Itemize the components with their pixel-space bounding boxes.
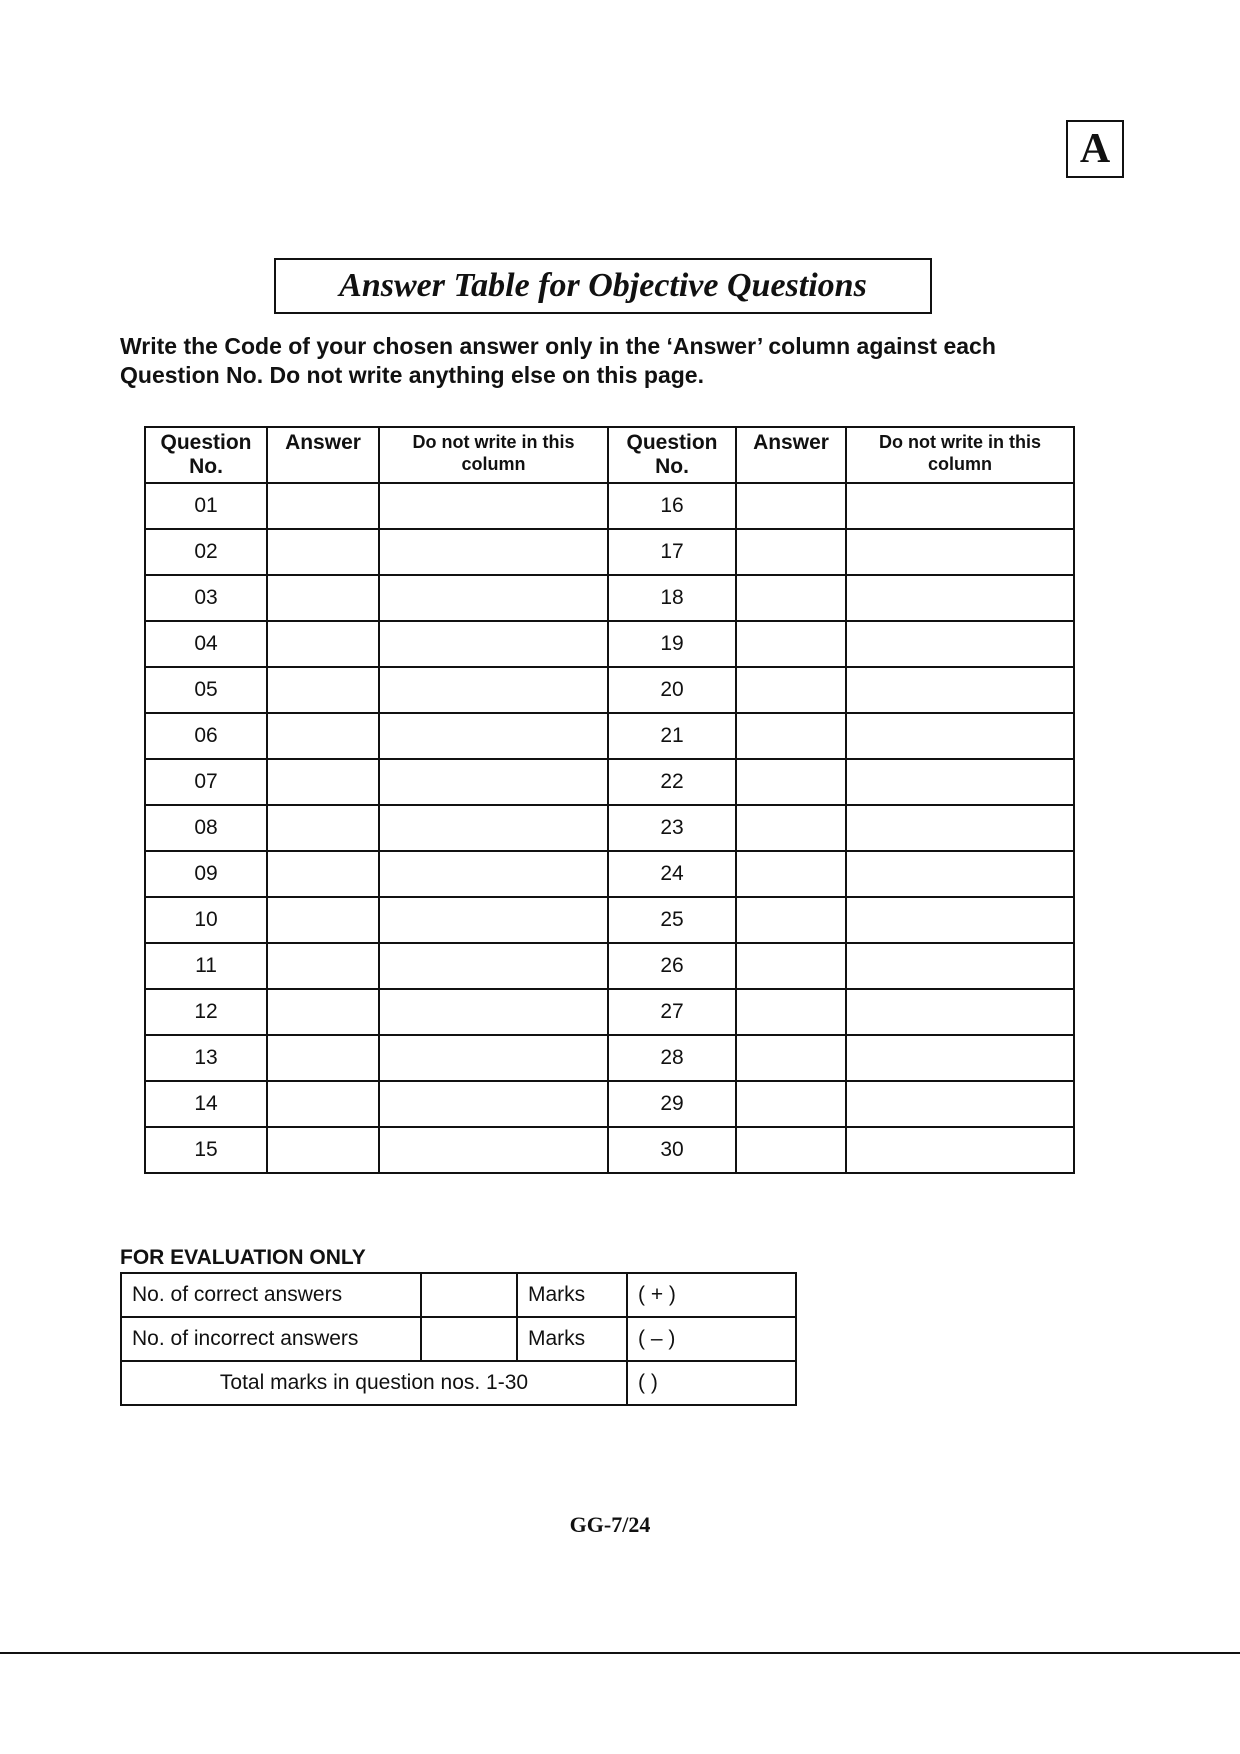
do-not-write-cell bbox=[846, 897, 1074, 943]
do-not-write-cell bbox=[379, 943, 608, 989]
do-not-write-cell bbox=[846, 529, 1074, 575]
marks-label: Marks bbox=[517, 1273, 627, 1317]
answer-cell[interactable] bbox=[736, 989, 846, 1035]
do-not-write-cell bbox=[379, 759, 608, 805]
question-number-cell: 18 bbox=[608, 575, 736, 621]
table-row bbox=[145, 713, 1074, 759]
question-number-cell: 09 bbox=[145, 851, 267, 897]
answer-table bbox=[144, 426, 1075, 1174]
question-number-cell: 03 bbox=[145, 575, 267, 621]
question-number-cell: 22 bbox=[608, 759, 736, 805]
answer-cell[interactable] bbox=[736, 667, 846, 713]
table-row bbox=[145, 1127, 1074, 1173]
instruction-text: Write the Code of your chosen answer only in the ‘Answer’ column against each Question No. Do not write anything else on this page. bbox=[120, 333, 996, 388]
table-row bbox=[145, 759, 1074, 805]
do-not-write-cell bbox=[379, 713, 608, 759]
answer-cell[interactable] bbox=[267, 851, 379, 897]
answer-cell[interactable] bbox=[267, 1081, 379, 1127]
table-row bbox=[145, 897, 1074, 943]
answer-cell[interactable] bbox=[736, 805, 846, 851]
answer-cell[interactable] bbox=[736, 1081, 846, 1127]
minus-marks-box[interactable]: ( – ) bbox=[627, 1317, 796, 1361]
question-number-cell: 16 bbox=[608, 483, 736, 529]
answer-cell[interactable] bbox=[267, 759, 379, 805]
do-not-write-cell bbox=[379, 897, 608, 943]
do-not-write-cell bbox=[846, 1127, 1074, 1173]
answer-cell[interactable] bbox=[736, 575, 846, 621]
bottom-rule-divider bbox=[0, 1652, 1240, 1654]
do-not-write-cell bbox=[846, 759, 1074, 805]
question-number-cell: 11 bbox=[145, 943, 267, 989]
table-row bbox=[145, 621, 1074, 667]
header-do-not-write: Do not write in this column bbox=[379, 427, 608, 483]
do-not-write-cell bbox=[379, 1035, 608, 1081]
do-not-write-cell bbox=[846, 575, 1074, 621]
answer-cell[interactable] bbox=[267, 989, 379, 1035]
question-number-cell: 12 bbox=[145, 989, 267, 1035]
answer-cell[interactable] bbox=[267, 713, 379, 759]
question-number-cell: 27 bbox=[608, 989, 736, 1035]
question-number-cell: 28 bbox=[608, 1035, 736, 1081]
table-row bbox=[145, 943, 1074, 989]
answer-cell[interactable] bbox=[267, 667, 379, 713]
evaluation-heading: FOR EVALUATION ONLY bbox=[120, 1246, 366, 1269]
do-not-write-cell bbox=[379, 621, 608, 667]
table-row bbox=[145, 667, 1074, 713]
table-row bbox=[145, 1081, 1074, 1127]
do-not-write-cell bbox=[846, 713, 1074, 759]
answer-cell[interactable] bbox=[736, 621, 846, 667]
do-not-write-cell bbox=[846, 667, 1074, 713]
answer-cell[interactable] bbox=[736, 943, 846, 989]
answer-cell[interactable] bbox=[267, 483, 379, 529]
do-not-write-cell bbox=[379, 529, 608, 575]
question-number-cell: 13 bbox=[145, 1035, 267, 1081]
answer-cell[interactable] bbox=[736, 897, 846, 943]
answer-cell[interactable] bbox=[736, 851, 846, 897]
question-number-cell: 10 bbox=[145, 897, 267, 943]
question-number-cell: 08 bbox=[145, 805, 267, 851]
question-number-cell: 07 bbox=[145, 759, 267, 805]
do-not-write-cell bbox=[846, 805, 1074, 851]
header-do-not-write: Do not write in this column bbox=[846, 427, 1074, 483]
correct-answers-label: No. of correct answers bbox=[121, 1273, 421, 1317]
do-not-write-cell bbox=[379, 483, 608, 529]
do-not-write-cell bbox=[379, 1127, 608, 1173]
table-row bbox=[145, 529, 1074, 575]
table-row bbox=[145, 575, 1074, 621]
question-number-cell: 02 bbox=[145, 529, 267, 575]
header-answer: Answer bbox=[736, 427, 846, 483]
do-not-write-cell bbox=[379, 575, 608, 621]
do-not-write-cell bbox=[379, 667, 608, 713]
question-number-cell: 15 bbox=[145, 1127, 267, 1173]
question-number-cell: 30 bbox=[608, 1127, 736, 1173]
answer-cell[interactable] bbox=[267, 897, 379, 943]
do-not-write-cell bbox=[379, 989, 608, 1035]
question-number-cell: 24 bbox=[608, 851, 736, 897]
answer-cell[interactable] bbox=[267, 1035, 379, 1081]
question-number-cell: 29 bbox=[608, 1081, 736, 1127]
do-not-write-cell bbox=[379, 1081, 608, 1127]
answer-cell[interactable] bbox=[267, 575, 379, 621]
do-not-write-cell bbox=[846, 621, 1074, 667]
do-not-write-cell bbox=[846, 989, 1074, 1035]
marks-label: Marks bbox=[517, 1317, 627, 1361]
answer-cell[interactable] bbox=[267, 805, 379, 851]
do-not-write-cell bbox=[379, 851, 608, 897]
do-not-write-cell bbox=[379, 805, 608, 851]
answer-cell[interactable] bbox=[267, 943, 379, 989]
question-number-cell: 19 bbox=[608, 621, 736, 667]
page-title: Answer Table for Objective Questions bbox=[274, 258, 932, 314]
answer-cell[interactable] bbox=[267, 1127, 379, 1173]
incorrect-answers-label: No. of incorrect answers bbox=[121, 1317, 421, 1361]
do-not-write-cell bbox=[846, 851, 1074, 897]
question-number-cell: 01 bbox=[145, 483, 267, 529]
answer-cell[interactable] bbox=[267, 621, 379, 667]
question-number-cell: 23 bbox=[608, 805, 736, 851]
answer-cell[interactable] bbox=[736, 759, 846, 805]
question-number-cell: 17 bbox=[608, 529, 736, 575]
total-marks-label: Total marks in question nos. 1-30 bbox=[121, 1361, 627, 1405]
question-number-cell: 20 bbox=[608, 667, 736, 713]
table-row bbox=[145, 483, 1074, 529]
evaluation-row-correct bbox=[121, 1273, 796, 1317]
plus-marks-box[interactable]: ( + ) bbox=[627, 1273, 796, 1317]
do-not-write-cell bbox=[846, 1081, 1074, 1127]
table-row bbox=[145, 805, 1074, 851]
question-number-cell: 06 bbox=[145, 713, 267, 759]
answer-cell[interactable] bbox=[736, 483, 846, 529]
answer-cell[interactable] bbox=[267, 529, 379, 575]
question-number-cell: 26 bbox=[608, 943, 736, 989]
evaluation-table bbox=[120, 1272, 797, 1406]
do-not-write-cell bbox=[846, 1035, 1074, 1081]
header-question-no: Question No. bbox=[608, 427, 736, 483]
question-number-cell: 14 bbox=[145, 1081, 267, 1127]
total-marks-box[interactable]: ( ) bbox=[627, 1361, 796, 1405]
header-question-no: Question No. bbox=[145, 427, 267, 483]
answer-cell[interactable] bbox=[736, 1035, 846, 1081]
answer-cell[interactable] bbox=[736, 1127, 846, 1173]
page-footer-code: GG-7/24 bbox=[569, 1512, 651, 1537]
question-number-cell: 25 bbox=[608, 897, 736, 943]
question-number-cell: 04 bbox=[145, 621, 267, 667]
evaluation-row-incorrect bbox=[121, 1317, 796, 1361]
evaluation-row-total bbox=[121, 1361, 796, 1405]
table-row bbox=[145, 851, 1074, 897]
question-number-cell: 05 bbox=[145, 667, 267, 713]
correct-answers-count-box[interactable] bbox=[421, 1273, 517, 1317]
question-number-cell: 21 bbox=[608, 713, 736, 759]
table-row bbox=[145, 1035, 1074, 1081]
answer-cell[interactable] bbox=[736, 713, 846, 759]
answer-cell[interactable] bbox=[736, 529, 846, 575]
answer-table-header-row bbox=[145, 427, 1074, 483]
do-not-write-cell bbox=[846, 943, 1074, 989]
table-row bbox=[145, 989, 1074, 1035]
incorrect-answers-count-box[interactable] bbox=[421, 1317, 517, 1361]
question-set-code: A bbox=[1066, 120, 1124, 178]
header-answer: Answer bbox=[267, 427, 379, 483]
do-not-write-cell bbox=[846, 483, 1074, 529]
